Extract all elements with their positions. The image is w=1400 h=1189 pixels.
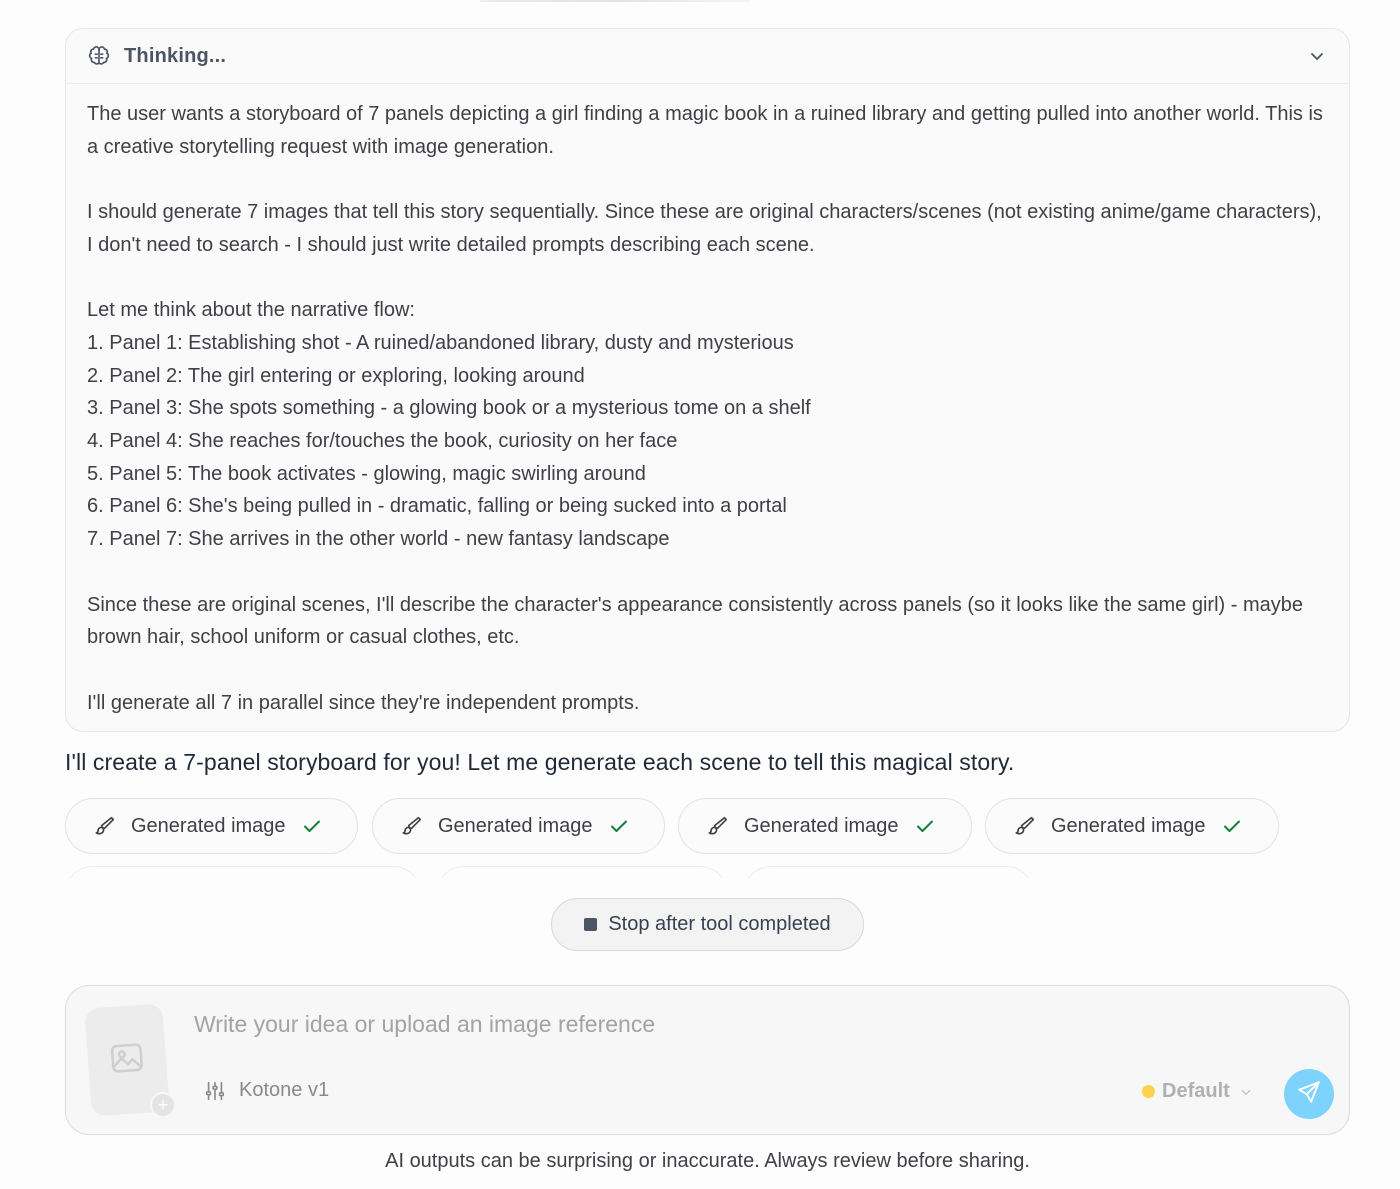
thinking-paragraph: Let me think about the narrative flow: — [87, 299, 415, 322]
model-name: Kotone v1 — [239, 1079, 330, 1101]
check-icon — [1222, 816, 1242, 836]
style-name: Default — [1162, 1080, 1230, 1102]
tool-chip-generated-image[interactable] — [372, 798, 665, 854]
panel-list-item: 1. Panel 1: Establishing shot - A ruined/abandoned library, dusty and mysterious — [87, 331, 794, 354]
panel-list-item: 4. Panel 4: She reaches for/touches the book, curiosity on her face — [87, 430, 678, 452]
stop-after-tool-button[interactable] — [551, 898, 864, 951]
model-selector[interactable] — [204, 1079, 329, 1102]
thinking-paragraph: The user wants a storyboard of 7 panels depicting a girl finding a magic book in a ruined library and getting pulled into another world. This is a creative storytelling request with image generation. — [87, 103, 1323, 158]
thinking-title: Thinking... — [124, 44, 227, 67]
panel-list-item: 3. Panel 3: She spots something - a glowing book or a mysterious tome on a shelf — [87, 397, 811, 420]
stop-icon — [584, 918, 597, 931]
brush-icon — [94, 815, 116, 837]
chevron-down-icon[interactable] — [1307, 46, 1327, 66]
prompt-input[interactable] — [194, 1008, 1094, 1040]
check-icon — [302, 816, 322, 836]
panel-list-item: 7. Panel 7: She arrives in the other world - new fantasy landscape — [87, 528, 670, 551]
status-dot-icon — [1142, 1085, 1155, 1098]
check-icon — [915, 816, 935, 836]
thinking-paragraph: Since these are original scenes, I'll describe the character's appearance consistently across panels (so it looks like the same girl) - maybe brown hair, school uniform or casual clothes, etc. — [87, 593, 1303, 649]
tool-chip-label: Generated image — [438, 814, 593, 837]
tool-chip-generated-image[interactable] — [65, 798, 358, 854]
tool-chip-label: Generated image — [1051, 814, 1206, 837]
tool-chip-label: Generated image — [744, 814, 899, 837]
thinking-content — [66, 84, 1349, 719]
assistant-message: I'll create a 7-panel storyboard for you! Let me generate each scene to tell this magical story. — [65, 749, 1015, 775]
send-icon — [1296, 1079, 1322, 1110]
brush-icon — [401, 815, 423, 837]
panel-list-item: 2. Panel 2: The girl entering or exploring, looking around — [87, 364, 585, 387]
style-selector[interactable] — [1142, 1080, 1254, 1103]
thinking-panel — [65, 28, 1350, 732]
chevron-down-icon — [1240, 1085, 1254, 1099]
tool-chip-generated-image[interactable] — [678, 798, 972, 854]
stop-button-label: Stop after tool completed — [608, 913, 831, 935]
image-icon — [107, 1037, 148, 1083]
tool-chip-generated-image[interactable] — [985, 798, 1279, 854]
sliders-icon — [204, 1080, 226, 1102]
brush-icon — [707, 815, 729, 837]
panel-list-item: 6. Panel 6: She's being pulled in - dramatic, falling or being sucked into a portal — [87, 495, 787, 518]
thinking-header[interactable] — [66, 29, 1349, 84]
scroll-residue — [480, 0, 750, 2]
prompt-composer — [65, 985, 1350, 1135]
disclaimer-text: AI outputs can be surprising or inaccurate. Always review before sharing. — [385, 1150, 1030, 1172]
add-image-icon[interactable]: + — [150, 1092, 176, 1118]
panel-list-item: 5. Panel 5: The book activates - glowing, magic swirling around — [87, 462, 646, 485]
brush-icon — [1014, 815, 1036, 837]
thinking-paragraph: I'll generate all 7 in parallel since they're independent prompts. — [87, 691, 640, 714]
thinking-paragraph: I should generate 7 images that tell this story sequentially. Since these are original characters/scenes (not existing anime/game characters), I don't need to search - I should just write detailed prompts describing each scene. — [87, 201, 1322, 256]
tool-chip-label: Generated image — [131, 814, 286, 837]
check-icon — [609, 816, 629, 836]
brain-icon — [88, 45, 110, 67]
send-button[interactable] — [1284, 1069, 1334, 1119]
